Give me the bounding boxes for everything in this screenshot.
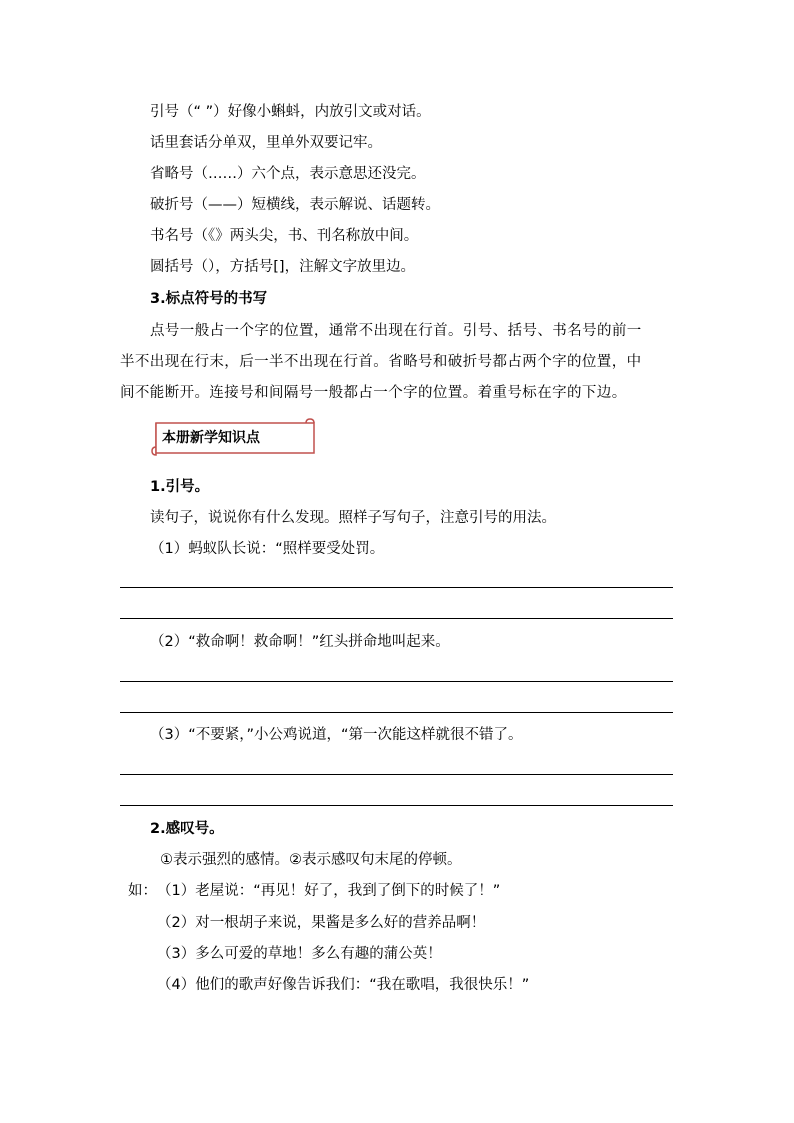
writing-paragraph-line-1: 点号一般占一个字的位置，通常不出现在行首。引号、括号、书名号的前一: [150, 323, 642, 339]
quotes-heading: 1.引号。: [150, 479, 210, 495]
exclaim-example-3: （3）多么可爱的草地！多么有趣的蒲公英！: [157, 946, 442, 962]
exclaim-example-prefix: 如：: [128, 883, 157, 899]
rhyme-line-6: 圆括号（），方括号[]，注解文字放里边。: [150, 259, 416, 275]
exclaim-example-2: （2）对一根胡子来说，果酱是多么好的营养品啊！: [157, 915, 486, 931]
exclaim-heading: 2.感叹号。: [150, 821, 224, 837]
section-banner: [150, 418, 316, 458]
exclaim-usage: ①表示强烈的感情。②表示感叹句末尾的停顿。: [160, 852, 462, 868]
answer-line[interactable]: [120, 587, 673, 588]
rhyme-line-1: 引号（“ ”）好像小蝌蚪，内放引文或对话。: [150, 104, 431, 120]
rhyme-line-4: 破折号（——）短横线，表示解说、话题转。: [150, 197, 440, 213]
rhyme-line-2: 话里套话分单双，里单外双要记牢。: [150, 135, 382, 151]
answer-line[interactable]: [120, 774, 673, 775]
answer-line[interactable]: [120, 618, 673, 619]
writing-paragraph-line-2: 半不出现在行末，后一半不出现在行首。省略号和破折号都占两个字的位置，中: [120, 354, 642, 370]
quotes-item-3: （3）“不要紧，”小公鸡说道，“第一次能这样就很不错了。: [150, 727, 523, 743]
quotes-item-2: （2）“救命啊！救命啊！”红头拼命地叫起来。: [150, 634, 450, 650]
quotes-item-1: （1）蚂蚁队长说：“照样要受处罚。: [150, 541, 385, 557]
writing-heading: 3.标点符号的书写: [150, 291, 268, 307]
quotes-instruction: 读句子，说说你有什么发现。照样子写句子，注意引号的用法。: [150, 510, 556, 526]
answer-line[interactable]: [120, 712, 673, 713]
rhyme-line-5: 书名号（《》两头尖，书、刊名称放中间。: [150, 228, 419, 244]
rhyme-line-3: 省略号（……）六个点，表示意思还没完。: [150, 166, 426, 182]
exclaim-example-1: （1）老屋说：“再见！好了，我到了倒下的时候了！”: [157, 883, 501, 899]
answer-line[interactable]: [120, 805, 673, 806]
answer-line[interactable]: [120, 681, 673, 682]
banner-label: 本册新学知识点: [162, 430, 260, 446]
writing-paragraph-line-3: 间不能断开。连接号和间隔号一般都占一个字的位置。着重号标在字的下边。: [120, 385, 627, 401]
exclaim-example-4: （4）他们的歌声好像告诉我们：“我在歌唱，我很快乐！”: [157, 977, 530, 993]
